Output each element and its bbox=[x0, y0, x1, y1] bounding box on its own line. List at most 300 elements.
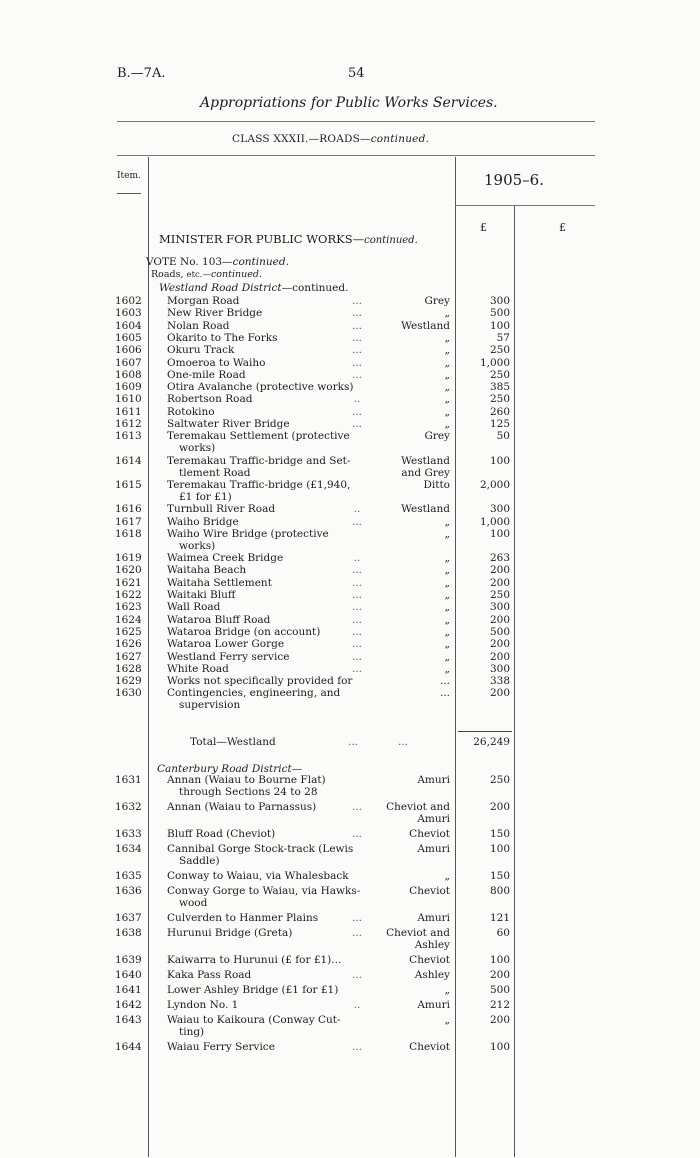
total-leader-dots: ... bbox=[348, 736, 359, 748]
leader-dots: .. bbox=[353, 552, 361, 565]
county bbox=[368, 295, 450, 307]
amount: 250 bbox=[489, 774, 510, 786]
item-description bbox=[167, 1041, 367, 1053]
description-line: Omoeroa to Waiho bbox=[167, 356, 266, 369]
county bbox=[368, 638, 450, 650]
item-number: 1637 bbox=[115, 912, 142, 924]
roads-continued: continued. bbox=[210, 269, 262, 280]
leader-dots: ... bbox=[351, 601, 362, 614]
description-line: Lyndon No. 1 bbox=[167, 999, 239, 1011]
total-label: Total—Westland bbox=[190, 736, 276, 748]
item-description bbox=[167, 589, 367, 601]
description-line: Teremakau Traffic-bridge (£1,940, bbox=[167, 478, 351, 491]
amount: 260 bbox=[489, 405, 510, 418]
item-number: 1633 bbox=[115, 828, 142, 840]
description-line: Wataroa Bluff Road bbox=[167, 613, 271, 626]
county bbox=[368, 307, 450, 319]
item-number: 1629 bbox=[115, 675, 142, 688]
county bbox=[368, 999, 450, 1011]
description-line: Wataroa Bridge (on account) bbox=[167, 625, 321, 638]
county-line: „ bbox=[444, 984, 450, 996]
item-number: 1644 bbox=[115, 1041, 142, 1053]
item-description bbox=[167, 687, 367, 711]
county-line: Grey bbox=[424, 295, 450, 307]
document-reference: B.—7A. bbox=[117, 66, 166, 81]
leader-dots: ... bbox=[351, 638, 362, 651]
county-line: Amuri bbox=[417, 912, 450, 924]
item-number: 1636 bbox=[115, 885, 142, 897]
item-number: 1614 bbox=[115, 454, 142, 467]
item-description bbox=[167, 774, 367, 798]
class-heading bbox=[232, 133, 429, 145]
county-line: „ bbox=[444, 552, 450, 565]
item-description bbox=[167, 651, 367, 663]
county-line: „ bbox=[444, 393, 450, 406]
description-continuation: through Sections 24 to 28 bbox=[179, 786, 318, 798]
item-number: 1628 bbox=[115, 662, 142, 675]
total-amount: 26,249 bbox=[473, 736, 510, 748]
item-number: 1640 bbox=[115, 969, 142, 981]
item-description bbox=[167, 927, 367, 939]
leader-dots: ... bbox=[351, 368, 362, 381]
item-description bbox=[167, 601, 367, 613]
header-rule bbox=[117, 121, 595, 122]
county-line: „ bbox=[444, 344, 450, 357]
amount: 263 bbox=[489, 552, 510, 565]
total-rule bbox=[458, 731, 512, 732]
county-line: „ bbox=[444, 527, 450, 540]
item-number: 1626 bbox=[115, 638, 142, 651]
item-number: 1622 bbox=[115, 589, 142, 601]
amount: 300 bbox=[489, 662, 510, 675]
description-line: New River Bridge bbox=[167, 307, 263, 320]
item-description bbox=[167, 984, 367, 996]
description-line: Waitaki Bluff bbox=[167, 589, 236, 601]
amount: 200 bbox=[489, 638, 510, 651]
amount: 60 bbox=[496, 927, 510, 939]
description-continuation: works) bbox=[179, 539, 216, 552]
item-number: 1632 bbox=[115, 801, 142, 813]
description-line: Hurunui Bridge (Greta) bbox=[167, 927, 293, 939]
leader-dots: ... bbox=[351, 1041, 362, 1053]
item-description bbox=[167, 663, 367, 675]
county-line: „ bbox=[444, 515, 450, 528]
description-continuation: works) bbox=[179, 442, 216, 455]
county-line: „ bbox=[444, 589, 450, 601]
leader-dots: ... bbox=[351, 307, 362, 320]
county-line: Amuri bbox=[417, 999, 450, 1011]
county-line: „ bbox=[444, 601, 450, 614]
item-number: 1605 bbox=[115, 331, 142, 344]
description-line: One-mile Road bbox=[167, 368, 246, 381]
county bbox=[368, 614, 450, 626]
minister-text: MINISTER FOR PUBLIC WORKS— bbox=[159, 232, 365, 246]
item-description bbox=[167, 577, 367, 589]
description-line: Waitaha Settlement bbox=[167, 576, 272, 589]
county bbox=[368, 954, 450, 966]
county-line: „ bbox=[444, 625, 450, 638]
item-description bbox=[167, 843, 367, 867]
description-line: Robertson Road bbox=[167, 393, 253, 406]
county bbox=[368, 455, 450, 479]
county-line: „ bbox=[444, 576, 450, 589]
county-line: Cheviot bbox=[409, 885, 450, 897]
county-line: Westland bbox=[401, 319, 450, 332]
county bbox=[368, 870, 450, 882]
item-number: 1610 bbox=[115, 393, 142, 406]
description-line: Saltwater River Bridge bbox=[167, 418, 290, 430]
currency-symbol-total: £ bbox=[559, 221, 566, 234]
item-number: 1634 bbox=[115, 843, 142, 855]
county bbox=[368, 430, 450, 442]
county bbox=[368, 320, 450, 332]
description-line: Works not specifically provided for bbox=[167, 675, 353, 688]
leader-dots: ... bbox=[351, 344, 362, 357]
item-description bbox=[167, 430, 367, 454]
item-description bbox=[167, 626, 367, 638]
county bbox=[368, 393, 450, 405]
item-number: 1606 bbox=[115, 344, 142, 357]
county-line: Amuri bbox=[417, 774, 450, 786]
description-line: Waiau to Kaikoura (Conway Cut- bbox=[167, 1014, 341, 1026]
county-line: „ bbox=[444, 356, 450, 369]
county bbox=[368, 601, 450, 613]
amount: 125 bbox=[489, 418, 510, 430]
county-line: Cheviot and bbox=[386, 927, 450, 939]
description-line: Kaka Pass Road bbox=[167, 969, 252, 981]
county bbox=[368, 332, 450, 344]
description-line: Teremakau Settlement (protective bbox=[167, 430, 350, 443]
district-name: Westland Road District bbox=[159, 282, 282, 294]
description-line: Waiau Ferry Service bbox=[167, 1041, 275, 1053]
district-continued: —continued. bbox=[281, 282, 349, 294]
amount: 250 bbox=[489, 393, 510, 406]
description-line: White Road bbox=[167, 662, 229, 675]
item-description bbox=[167, 675, 367, 687]
county bbox=[368, 418, 450, 430]
item-description bbox=[167, 828, 367, 840]
description-line: Morgan Road bbox=[167, 295, 240, 307]
description-line: Waiho Bridge bbox=[167, 515, 239, 528]
county-line: Ashley bbox=[414, 969, 450, 981]
roads-heading bbox=[151, 269, 262, 280]
county bbox=[368, 984, 450, 996]
leader-dots: ... bbox=[351, 969, 362, 981]
amount: 100 bbox=[489, 454, 510, 467]
leader-dots: ... bbox=[351, 515, 362, 528]
item-number: 1616 bbox=[115, 503, 142, 516]
description-line: Waitaha Beach bbox=[167, 564, 247, 577]
amount: 200 bbox=[489, 650, 510, 663]
item-description bbox=[167, 564, 367, 576]
item-number: 1642 bbox=[115, 999, 142, 1011]
county bbox=[368, 885, 450, 897]
description-line: Annan (Waiau to Bourne Flat) bbox=[167, 774, 326, 786]
description-continuation: wood bbox=[179, 897, 208, 909]
item-description bbox=[167, 320, 367, 332]
item-number: 1627 bbox=[115, 650, 142, 663]
county-line: Ditto bbox=[423, 478, 450, 491]
item-number: 1639 bbox=[115, 954, 142, 966]
county-line: Cheviot bbox=[409, 828, 450, 840]
item-description bbox=[167, 528, 367, 552]
county bbox=[368, 828, 450, 840]
leader-dots: ... bbox=[351, 331, 362, 344]
leader-dots: ... bbox=[351, 613, 362, 626]
county-line: „ bbox=[444, 418, 450, 430]
leader-dots: ... bbox=[351, 801, 362, 813]
description-line: Waimea Creek Bridge bbox=[167, 552, 284, 565]
amount: 100 bbox=[489, 1041, 510, 1053]
amount: 200 bbox=[489, 801, 510, 813]
page-title: Appropriations for Public Works Services. bbox=[200, 95, 498, 111]
leader-dots: ... bbox=[351, 650, 362, 663]
county-line: Cheviot bbox=[409, 1041, 450, 1053]
total-column-divider bbox=[514, 205, 515, 1157]
item-number: 1617 bbox=[115, 515, 142, 528]
item-number: 1608 bbox=[115, 368, 142, 381]
item-number: 1630 bbox=[115, 687, 142, 700]
county-line: „ bbox=[444, 613, 450, 626]
description-line: Waiho Wire Bridge (protective bbox=[167, 527, 329, 540]
county bbox=[368, 969, 450, 981]
amount: 100 bbox=[489, 954, 510, 966]
item-number: 1620 bbox=[115, 564, 142, 577]
county-line: Ashley bbox=[414, 939, 450, 951]
item-description bbox=[167, 912, 367, 924]
amount: 1,000 bbox=[479, 515, 510, 528]
amount: 200 bbox=[489, 969, 510, 981]
item-number: 1643 bbox=[115, 1014, 142, 1026]
county bbox=[368, 406, 450, 418]
vote-continued: continued. bbox=[232, 256, 289, 268]
description-continuation: ting) bbox=[179, 1026, 205, 1038]
total-county-dots: ... bbox=[398, 736, 409, 748]
class-heading-text: CLASS XXXII.—ROADS— bbox=[232, 133, 371, 145]
county bbox=[368, 675, 450, 687]
item-description bbox=[167, 1014, 367, 1038]
description-continuation: £1 for £1) bbox=[179, 490, 232, 503]
section-minister bbox=[159, 232, 418, 246]
page-number: 54 bbox=[348, 66, 365, 81]
description-continuation: Saddle) bbox=[179, 855, 220, 867]
county-line: ... bbox=[439, 687, 450, 700]
description-line: Turnbull River Road bbox=[167, 503, 276, 516]
leader-dots: .. bbox=[353, 393, 361, 406]
amount: 2,000 bbox=[479, 478, 510, 491]
item-description bbox=[167, 870, 367, 882]
leader-dots: ... bbox=[351, 589, 362, 601]
item-number: 1603 bbox=[115, 307, 142, 320]
item-number: 1611 bbox=[115, 405, 142, 418]
description-line: Westland Ferry service bbox=[167, 650, 290, 663]
amount: 500 bbox=[489, 307, 510, 320]
description-line: Wall Road bbox=[167, 601, 221, 614]
leader-dots: .. bbox=[353, 999, 361, 1011]
description-line: Teremakau Traffic-bridge and Set- bbox=[167, 454, 351, 467]
county-line: Grey bbox=[424, 430, 450, 443]
county bbox=[368, 687, 450, 699]
item-number: 1607 bbox=[115, 356, 142, 369]
amount: 800 bbox=[489, 885, 510, 897]
item-description bbox=[167, 369, 367, 381]
item-number: 1638 bbox=[115, 927, 142, 939]
description-line: Okarito to The Forks bbox=[167, 331, 278, 344]
item-header-underline bbox=[117, 193, 141, 194]
amount: 121 bbox=[489, 912, 510, 924]
item-description bbox=[167, 307, 367, 319]
leader-dots: ... bbox=[351, 405, 362, 418]
leader-dots: ... bbox=[351, 927, 362, 939]
description-line: Rotokino bbox=[167, 405, 215, 418]
item-description bbox=[167, 406, 367, 418]
county bbox=[368, 552, 450, 564]
item-description bbox=[167, 418, 367, 430]
county-line: „ bbox=[444, 662, 450, 675]
item-description bbox=[167, 999, 367, 1011]
description-line: Okuru Track bbox=[167, 344, 235, 357]
county-line: „ bbox=[444, 368, 450, 381]
item-number: 1631 bbox=[115, 774, 142, 786]
county-line: Amuri bbox=[417, 843, 450, 855]
leader-dots: .. bbox=[353, 503, 361, 516]
county-line: „ bbox=[444, 307, 450, 320]
leader-dots: ... bbox=[351, 625, 362, 638]
item-description bbox=[167, 969, 367, 981]
item-description bbox=[167, 954, 367, 966]
description-line: Otira Avalanche (protective works) bbox=[167, 381, 354, 394]
item-number: 1641 bbox=[115, 984, 142, 996]
county bbox=[368, 912, 450, 924]
item-description bbox=[167, 801, 367, 813]
county-line: „ bbox=[444, 331, 450, 344]
county bbox=[368, 927, 450, 951]
canterbury-heading: Canterbury Road District— bbox=[157, 763, 303, 775]
amount: 212 bbox=[489, 999, 510, 1011]
leader-dots: ... bbox=[351, 564, 362, 577]
currency-symbol-amount: £ bbox=[480, 221, 487, 234]
description-continuation: supervision bbox=[179, 699, 241, 712]
county bbox=[368, 369, 450, 381]
county bbox=[368, 344, 450, 356]
amount: 150 bbox=[489, 870, 510, 882]
item-number: 1609 bbox=[115, 381, 142, 394]
leader-dots: ... bbox=[351, 319, 362, 332]
county-line: „ bbox=[444, 870, 450, 882]
county-line: Westland bbox=[401, 503, 450, 516]
county-line: Amuri bbox=[417, 813, 450, 825]
item-number: 1625 bbox=[115, 625, 142, 638]
item-number: 1618 bbox=[115, 527, 142, 540]
amount: 300 bbox=[489, 601, 510, 614]
amount: 100 bbox=[489, 527, 510, 540]
item-number: 1612 bbox=[115, 418, 142, 430]
item-number: 1613 bbox=[115, 430, 142, 443]
year-header-rule bbox=[455, 205, 595, 206]
county bbox=[368, 626, 450, 638]
item-description bbox=[167, 516, 367, 528]
county-line: ... bbox=[439, 675, 450, 688]
amount: 300 bbox=[489, 295, 510, 307]
description-line: Wataroa Lower Gorge bbox=[167, 638, 285, 651]
amount: 250 bbox=[489, 589, 510, 601]
item-number: 1602 bbox=[115, 295, 142, 307]
amount: 200 bbox=[489, 576, 510, 589]
county bbox=[368, 843, 450, 855]
item-description bbox=[167, 344, 367, 356]
item-column-header: Item. bbox=[117, 171, 141, 181]
item-number: 1624 bbox=[115, 613, 142, 626]
item-description bbox=[167, 614, 367, 626]
county bbox=[368, 577, 450, 589]
amount: 100 bbox=[489, 843, 510, 855]
item-description bbox=[167, 455, 367, 479]
county bbox=[368, 651, 450, 663]
description-line: Culverden to Hanmer Plains bbox=[167, 912, 319, 924]
county bbox=[368, 663, 450, 675]
amount: 200 bbox=[489, 1014, 510, 1026]
amount: 200 bbox=[489, 687, 510, 700]
county-line: „ bbox=[444, 564, 450, 577]
leader-dots: ... bbox=[351, 828, 362, 840]
item-column-divider bbox=[148, 157, 149, 1157]
amount: 100 bbox=[489, 319, 510, 332]
county bbox=[368, 564, 450, 576]
description-line: Contingencies, engineering, and bbox=[167, 687, 341, 700]
minister-continued: continued. bbox=[364, 235, 418, 246]
amount: 250 bbox=[489, 368, 510, 381]
leader-dots: ... bbox=[351, 295, 362, 307]
class-heading-continued: continued. bbox=[370, 133, 430, 145]
amount: 1,000 bbox=[479, 356, 510, 369]
description-line: Annan (Waiau to Parnassus) bbox=[167, 801, 317, 813]
item-number: 1604 bbox=[115, 319, 142, 332]
vote-heading bbox=[146, 256, 289, 268]
item-description bbox=[167, 393, 367, 405]
roads-etc: etc.— bbox=[186, 270, 211, 280]
item-description bbox=[167, 479, 367, 503]
class-rule bbox=[117, 155, 595, 156]
description-continuation: tlement Road bbox=[179, 466, 251, 479]
county-line: Westland bbox=[401, 454, 450, 467]
amount: 150 bbox=[489, 828, 510, 840]
county-line: „ bbox=[444, 650, 450, 663]
county-line: and Grey bbox=[401, 466, 450, 479]
amount: 300 bbox=[489, 503, 510, 516]
item-description bbox=[167, 381, 367, 393]
item-description bbox=[167, 638, 367, 650]
county bbox=[368, 801, 450, 825]
item-number: 1623 bbox=[115, 601, 142, 614]
year-column-header: 1905–6. bbox=[484, 171, 544, 189]
description-line: Kaiwarra to Hurunui (£ for £1)... bbox=[167, 954, 342, 966]
item-description bbox=[167, 552, 367, 564]
county bbox=[368, 503, 450, 515]
item-description bbox=[167, 885, 367, 909]
amount: 200 bbox=[489, 564, 510, 577]
amount: 250 bbox=[489, 344, 510, 357]
county-line: „ bbox=[444, 405, 450, 418]
county bbox=[368, 589, 450, 601]
county bbox=[368, 774, 450, 786]
county bbox=[368, 516, 450, 528]
item-description bbox=[167, 332, 367, 344]
county bbox=[368, 479, 450, 491]
amount: 500 bbox=[489, 984, 510, 996]
item-number: 1621 bbox=[115, 576, 142, 589]
item-description bbox=[167, 503, 367, 515]
item-description bbox=[167, 295, 367, 307]
